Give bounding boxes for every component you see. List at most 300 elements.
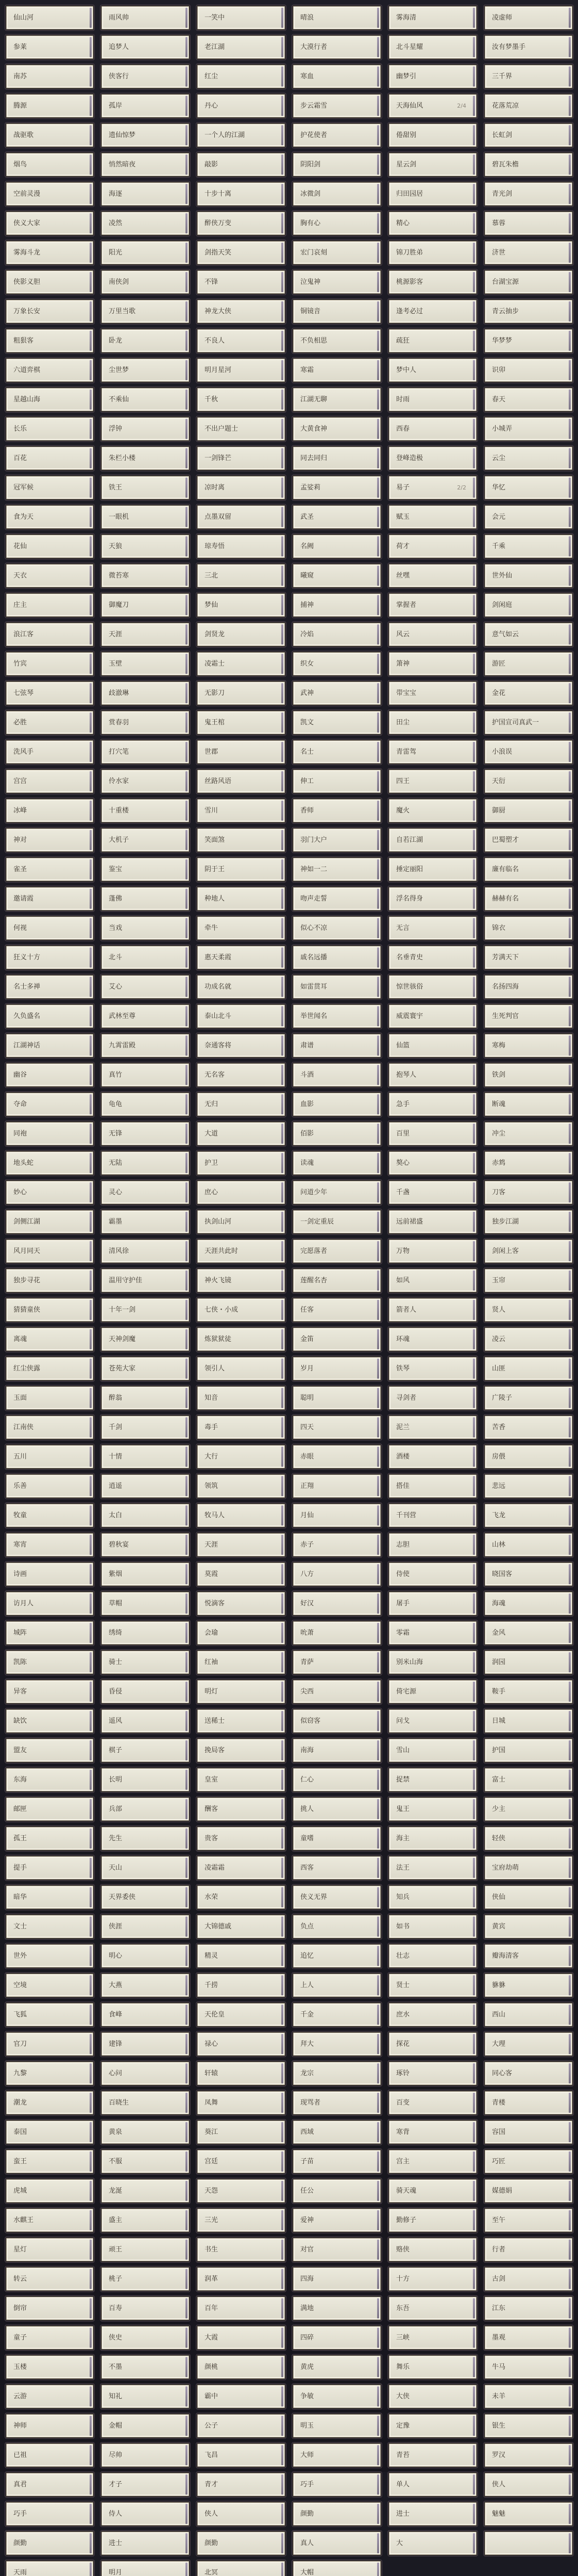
name-cell[interactable] (292, 387, 382, 412)
name-cell[interactable] (292, 475, 382, 500)
name-cell[interactable] (388, 1650, 478, 1675)
name-cell[interactable] (388, 1297, 478, 1323)
name-cell[interactable] (100, 1562, 190, 1587)
name-cell[interactable] (196, 945, 286, 970)
name-cell[interactable] (292, 5, 382, 30)
name-cell[interactable] (5, 2266, 94, 2292)
name-cell[interactable] (484, 358, 573, 383)
name-cell[interactable] (388, 328, 478, 353)
name-cell[interactable] (388, 1092, 478, 1117)
name-cell[interactable] (5, 1033, 94, 1058)
name-cell[interactable] (5, 1503, 94, 1528)
name-cell[interactable] (5, 211, 94, 236)
name-cell[interactable] (196, 1473, 286, 1499)
name-cell[interactable] (196, 1855, 286, 1880)
name-cell[interactable] (292, 710, 382, 735)
name-cell[interactable] (388, 1356, 478, 1381)
name-cell[interactable] (292, 827, 382, 853)
name-cell[interactable] (5, 2120, 94, 2145)
name-cell[interactable] (100, 534, 190, 559)
name-cell[interactable] (292, 2149, 382, 2174)
name-cell[interactable] (100, 1943, 190, 1969)
name-cell[interactable] (100, 1738, 190, 1763)
name-cell[interactable] (388, 1562, 478, 1587)
name-cell[interactable] (292, 1591, 382, 1616)
name-cell[interactable] (484, 798, 573, 823)
name-cell[interactable] (292, 35, 382, 60)
name-cell[interactable] (292, 2354, 382, 2380)
name-cell[interactable] (196, 1562, 286, 1587)
name-cell[interactable] (196, 1532, 286, 1557)
name-cell[interactable] (292, 1004, 382, 1029)
name-cell[interactable] (292, 1738, 382, 1763)
name-cell[interactable] (292, 945, 382, 970)
name-cell[interactable] (484, 1620, 573, 1646)
name-cell[interactable] (292, 2031, 382, 2057)
name-cell[interactable] (292, 152, 382, 177)
name-cell[interactable] (388, 387, 478, 412)
name-cell[interactable] (100, 1826, 190, 1851)
name-cell[interactable] (484, 1297, 573, 1323)
name-cell[interactable] (484, 1385, 573, 1411)
name-cell[interactable] (100, 622, 190, 647)
name-cell[interactable] (484, 2501, 573, 2527)
name-cell[interactable] (5, 1150, 94, 1176)
name-cell[interactable] (196, 1356, 286, 1381)
name-cell[interactable] (292, 1473, 382, 1499)
name-cell[interactable] (388, 710, 478, 735)
name-cell[interactable] (388, 1209, 478, 1234)
name-cell[interactable] (196, 1180, 286, 1205)
name-cell[interactable] (100, 1062, 190, 1088)
name-cell[interactable] (5, 739, 94, 765)
name-cell[interactable] (196, 269, 286, 295)
name-cell[interactable] (292, 504, 382, 530)
name-cell[interactable] (388, 1239, 478, 1264)
name-cell[interactable] (484, 2531, 573, 2556)
name-cell[interactable] (196, 1885, 286, 1910)
name-cell[interactable] (292, 1092, 382, 1117)
name-cell[interactable] (388, 5, 478, 30)
name-cell[interactable] (484, 387, 573, 412)
name-cell[interactable] (5, 1004, 94, 1029)
name-cell[interactable] (5, 974, 94, 999)
name-cell[interactable] (100, 328, 190, 353)
name-cell[interactable] (388, 2501, 478, 2527)
name-cell[interactable] (484, 240, 573, 265)
name-cell[interactable] (484, 1415, 573, 1440)
name-cell[interactable] (100, 299, 190, 324)
name-cell[interactable] (5, 328, 94, 353)
name-cell[interactable] (388, 475, 478, 500)
name-cell[interactable] (5, 1914, 94, 1939)
name-cell[interactable] (196, 1209, 286, 1234)
name-cell[interactable] (388, 299, 478, 324)
name-cell[interactable] (484, 1356, 573, 1381)
name-cell[interactable] (484, 181, 573, 207)
name-cell[interactable] (388, 2178, 478, 2204)
name-cell[interactable] (292, 1767, 382, 1792)
name-cell[interactable] (388, 269, 478, 295)
name-cell[interactable] (5, 2031, 94, 2057)
name-cell[interactable] (100, 1327, 190, 1352)
name-cell[interactable] (484, 974, 573, 999)
name-cell[interactable] (196, 2061, 286, 2086)
name-cell[interactable] (100, 35, 190, 60)
name-cell[interactable] (292, 1620, 382, 1646)
name-cell[interactable] (388, 1708, 478, 1734)
name-cell[interactable] (484, 1767, 573, 1792)
name-cell[interactable] (5, 1943, 94, 1969)
name-cell[interactable] (100, 2472, 190, 2497)
name-cell[interactable] (100, 2413, 190, 2438)
name-cell[interactable] (100, 681, 190, 706)
name-cell[interactable] (5, 1679, 94, 1704)
name-cell[interactable] (388, 181, 478, 207)
name-cell[interactable] (5, 2002, 94, 2027)
name-cell[interactable] (196, 2443, 286, 2468)
name-cell[interactable] (388, 1062, 478, 1088)
name-cell[interactable] (100, 2443, 190, 2468)
name-cell[interactable] (5, 1268, 94, 1293)
name-cell[interactable] (484, 1150, 573, 1176)
name-cell[interactable] (196, 2208, 286, 2233)
name-cell[interactable] (484, 1650, 573, 1675)
name-cell[interactable] (388, 2325, 478, 2350)
name-cell[interactable] (484, 1943, 573, 1969)
name-cell[interactable] (100, 5, 190, 30)
name-cell[interactable] (292, 2266, 382, 2292)
name-cell[interactable] (100, 152, 190, 177)
name-cell[interactable] (196, 2237, 286, 2262)
name-cell[interactable] (100, 240, 190, 265)
name-cell[interactable] (292, 1385, 382, 1411)
name-cell[interactable] (196, 1385, 286, 1411)
name-cell[interactable] (292, 93, 382, 118)
name-cell[interactable] (5, 2237, 94, 2262)
name-cell[interactable] (292, 1826, 382, 1851)
name-cell[interactable] (484, 1532, 573, 1557)
name-cell[interactable] (100, 2178, 190, 2204)
name-cell[interactable] (484, 1708, 573, 1734)
name-cell[interactable] (5, 1532, 94, 1557)
name-cell[interactable] (292, 1297, 382, 1323)
name-cell[interactable] (292, 2472, 382, 2497)
name-cell[interactable] (484, 1973, 573, 1998)
name-cell[interactable] (196, 240, 286, 265)
name-cell[interactable] (100, 475, 190, 500)
name-cell[interactable] (100, 211, 190, 236)
name-cell[interactable] (100, 1297, 190, 1323)
name-cell[interactable] (388, 798, 478, 823)
name-cell[interactable] (196, 1268, 286, 1293)
name-cell[interactable] (388, 2296, 478, 2321)
name-cell[interactable] (196, 2472, 286, 2497)
name-cell[interactable] (5, 358, 94, 383)
name-cell[interactable] (196, 1708, 286, 1734)
name-cell[interactable] (196, 475, 286, 500)
name-cell[interactable] (100, 1708, 190, 1734)
name-cell[interactable] (484, 269, 573, 295)
name-cell[interactable] (292, 769, 382, 794)
name-cell[interactable] (5, 64, 94, 89)
name-cell[interactable] (196, 1503, 286, 1528)
name-cell[interactable] (388, 945, 478, 970)
name-cell[interactable] (5, 2472, 94, 2497)
name-cell[interactable] (388, 1503, 478, 1528)
name-cell[interactable] (196, 2296, 286, 2321)
name-cell[interactable] (5, 1239, 94, 1264)
name-cell[interactable] (5, 446, 94, 471)
name-cell[interactable] (484, 2002, 573, 2027)
name-cell[interactable] (292, 974, 382, 999)
name-cell[interactable] (196, 2090, 286, 2115)
name-cell[interactable] (100, 592, 190, 618)
name-cell[interactable] (5, 2090, 94, 2115)
name-cell[interactable] (100, 710, 190, 735)
name-cell[interactable] (292, 1356, 382, 1381)
name-cell[interactable] (292, 2178, 382, 2204)
name-cell[interactable] (100, 1268, 190, 1293)
name-cell[interactable] (196, 710, 286, 735)
name-cell[interactable] (388, 827, 478, 853)
name-cell[interactable] (484, 886, 573, 911)
name-cell[interactable] (484, 2120, 573, 2145)
name-cell[interactable] (292, 2531, 382, 2556)
name-cell[interactable] (100, 2120, 190, 2145)
name-cell[interactable] (196, 1297, 286, 1323)
name-cell[interactable] (292, 1503, 382, 1528)
name-cell[interactable] (484, 622, 573, 647)
name-cell[interactable] (484, 769, 573, 794)
name-cell[interactable] (388, 1532, 478, 1557)
name-cell[interactable] (388, 1943, 478, 1969)
name-cell[interactable] (100, 827, 190, 853)
name-cell[interactable] (196, 1767, 286, 1792)
name-cell[interactable] (388, 974, 478, 999)
name-cell[interactable] (388, 592, 478, 618)
name-cell[interactable] (100, 446, 190, 471)
name-cell[interactable] (5, 1973, 94, 1998)
name-cell[interactable] (196, 2266, 286, 2292)
name-cell[interactable] (5, 269, 94, 295)
name-cell[interactable] (292, 2208, 382, 2233)
name-cell[interactable] (292, 1121, 382, 1146)
name-cell[interactable] (196, 5, 286, 30)
name-cell[interactable] (292, 1415, 382, 1440)
name-cell[interactable] (5, 1415, 94, 1440)
name-cell[interactable] (292, 739, 382, 765)
name-cell[interactable] (100, 1121, 190, 1146)
name-cell[interactable] (5, 1297, 94, 1323)
name-cell[interactable] (196, 2325, 286, 2350)
name-cell[interactable] (196, 886, 286, 911)
name-cell[interactable] (292, 1885, 382, 1910)
name-cell[interactable] (388, 1767, 478, 1792)
name-cell[interactable] (5, 2325, 94, 2350)
name-cell[interactable] (484, 1180, 573, 1205)
name-cell[interactable] (100, 1591, 190, 1616)
name-cell[interactable] (388, 211, 478, 236)
name-cell[interactable] (5, 1885, 94, 1910)
name-cell[interactable] (100, 798, 190, 823)
name-cell[interactable] (484, 2178, 573, 2204)
name-cell[interactable] (196, 2031, 286, 2057)
name-cell[interactable] (388, 2061, 478, 2086)
name-cell[interactable] (5, 857, 94, 882)
name-cell[interactable] (292, 916, 382, 941)
name-cell[interactable] (484, 592, 573, 618)
name-cell[interactable] (292, 622, 382, 647)
name-cell[interactable] (5, 416, 94, 442)
name-cell[interactable] (484, 299, 573, 324)
name-cell[interactable] (292, 2090, 382, 2115)
name-cell[interactable] (292, 1562, 382, 1587)
name-cell[interactable] (388, 2531, 478, 2556)
name-cell[interactable] (196, 769, 286, 794)
name-cell[interactable] (196, 1620, 286, 1646)
name-cell[interactable] (484, 2149, 573, 2174)
name-cell[interactable] (196, 2501, 286, 2527)
name-cell[interactable] (100, 2266, 190, 2292)
name-cell[interactable] (292, 534, 382, 559)
name-cell[interactable] (484, 2413, 573, 2438)
name-cell[interactable] (100, 387, 190, 412)
name-cell[interactable] (388, 2120, 478, 2145)
name-cell[interactable] (388, 1885, 478, 1910)
name-cell[interactable] (196, 827, 286, 853)
name-cell[interactable] (388, 446, 478, 471)
name-cell[interactable] (388, 1826, 478, 1851)
name-cell[interactable] (484, 2237, 573, 2262)
name-cell[interactable] (5, 2531, 94, 2556)
name-cell[interactable] (196, 1650, 286, 1675)
name-cell[interactable] (292, 2501, 382, 2527)
name-cell[interactable] (196, 1062, 286, 1088)
name-cell[interactable] (484, 1092, 573, 1117)
name-cell[interactable] (388, 739, 478, 765)
name-cell[interactable] (5, 35, 94, 60)
name-cell[interactable] (5, 769, 94, 794)
name-cell[interactable] (5, 681, 94, 706)
name-cell[interactable] (388, 1679, 478, 1704)
name-cell[interactable] (100, 2325, 190, 2350)
name-cell[interactable] (100, 916, 190, 941)
name-cell[interactable] (484, 1239, 573, 1264)
name-cell[interactable] (388, 1327, 478, 1352)
name-cell[interactable] (388, 769, 478, 794)
name-cell[interactable] (100, 2354, 190, 2380)
name-cell[interactable] (196, 857, 286, 882)
name-cell[interactable] (292, 563, 382, 588)
name-cell[interactable] (388, 1150, 478, 1176)
name-cell[interactable] (388, 681, 478, 706)
name-cell[interactable] (100, 2002, 190, 2027)
name-cell[interactable] (5, 592, 94, 618)
name-cell[interactable] (388, 1385, 478, 1411)
name-cell[interactable] (5, 1591, 94, 1616)
name-cell[interactable] (484, 2296, 573, 2321)
name-cell[interactable] (292, 1062, 382, 1088)
name-cell[interactable] (100, 1033, 190, 1058)
name-cell[interactable] (292, 299, 382, 324)
name-cell[interactable] (388, 123, 478, 148)
name-cell[interactable] (100, 886, 190, 911)
name-cell[interactable] (292, 857, 382, 882)
name-cell[interactable] (196, 1444, 286, 1469)
name-cell[interactable] (484, 1327, 573, 1352)
name-cell[interactable] (484, 2472, 573, 2497)
name-cell[interactable] (388, 2002, 478, 2027)
name-cell[interactable] (388, 1591, 478, 1616)
name-cell[interactable] (196, 2531, 286, 2556)
name-cell[interactable] (388, 1415, 478, 1440)
name-cell[interactable] (196, 2560, 286, 2576)
name-cell[interactable] (100, 1532, 190, 1557)
name-cell[interactable] (196, 387, 286, 412)
name-cell[interactable] (388, 416, 478, 442)
name-cell[interactable] (196, 1973, 286, 1998)
name-cell[interactable] (5, 651, 94, 676)
name-cell[interactable] (5, 916, 94, 941)
name-cell[interactable] (100, 2061, 190, 2086)
name-cell[interactable] (100, 1503, 190, 1528)
name-cell[interactable] (388, 1121, 478, 1146)
name-cell[interactable] (196, 974, 286, 999)
name-cell[interactable] (484, 1004, 573, 1029)
name-cell[interactable] (484, 152, 573, 177)
name-cell[interactable] (388, 2413, 478, 2438)
name-cell[interactable] (5, 710, 94, 735)
name-cell[interactable] (5, 2413, 94, 2438)
name-cell[interactable] (388, 563, 478, 588)
name-cell[interactable] (484, 504, 573, 530)
name-cell[interactable] (388, 1973, 478, 1998)
name-cell[interactable] (5, 2384, 94, 2409)
name-cell[interactable] (484, 1473, 573, 1499)
name-cell[interactable] (484, 710, 573, 735)
name-cell[interactable] (484, 827, 573, 853)
name-cell[interactable] (100, 2501, 190, 2527)
name-cell[interactable] (196, 1092, 286, 1117)
name-cell[interactable] (388, 2031, 478, 2057)
name-cell[interactable] (292, 1209, 382, 1234)
name-cell[interactable] (484, 1268, 573, 1293)
name-cell[interactable] (388, 2266, 478, 2292)
name-cell[interactable] (388, 1914, 478, 1939)
name-cell[interactable] (484, 1062, 573, 1088)
name-cell[interactable] (484, 1885, 573, 1910)
name-cell[interactable] (5, 123, 94, 148)
name-cell[interactable] (484, 2090, 573, 2115)
name-cell[interactable] (484, 681, 573, 706)
name-cell[interactable] (5, 1180, 94, 1205)
name-cell[interactable] (5, 2208, 94, 2233)
name-cell[interactable] (196, 123, 286, 148)
name-cell[interactable] (484, 2443, 573, 2468)
name-cell[interactable] (292, 328, 382, 353)
name-cell[interactable] (5, 1356, 94, 1381)
name-cell[interactable] (484, 2031, 573, 2057)
name-cell[interactable] (196, 35, 286, 60)
name-cell[interactable] (484, 739, 573, 765)
name-cell[interactable] (196, 1327, 286, 1352)
name-cell[interactable] (484, 2208, 573, 2233)
name-cell[interactable] (484, 1738, 573, 1763)
name-cell[interactable] (292, 181, 382, 207)
name-cell[interactable] (100, 1239, 190, 1264)
name-cell[interactable] (388, 2443, 478, 2468)
